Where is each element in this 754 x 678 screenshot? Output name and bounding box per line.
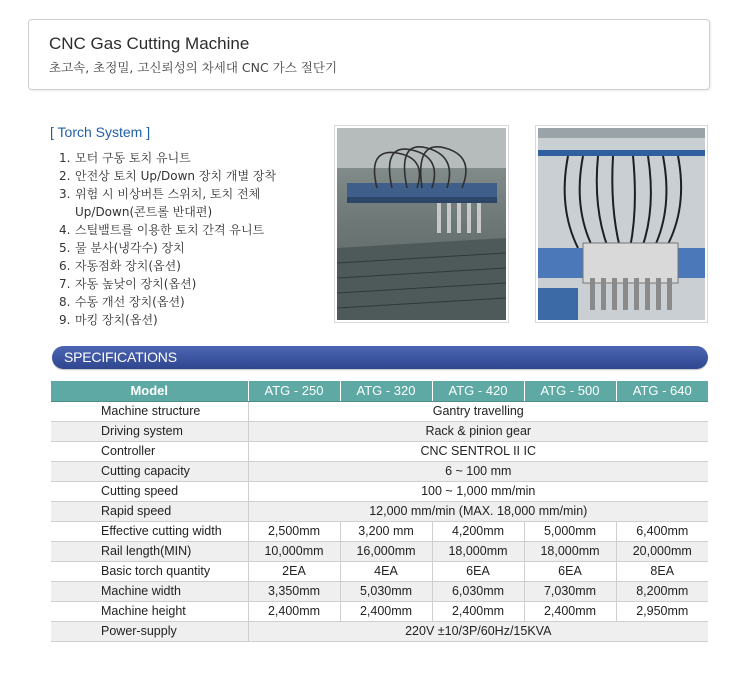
spec-label: Machine height (51, 601, 248, 621)
spec-common-value: Gantry travelling (248, 401, 708, 421)
model-name-header: ATG - 420 (432, 381, 524, 401)
feature-text: 물 분사(냉각수) 장치 (75, 241, 185, 255)
spec-value: 7,030mm (524, 581, 616, 601)
feature-number: 8. (59, 295, 71, 309)
torch-feature-item (59, 239, 276, 257)
spec-value: 16,000mm (340, 541, 432, 561)
spec-value: 20,000mm (616, 541, 708, 561)
spec-label: Cutting speed (51, 481, 248, 501)
model-name-header: ATG - 250 (248, 381, 340, 401)
feature-text: 위험 시 비상버튼 스위치, 토치 전체 (75, 187, 261, 201)
spec-row (51, 481, 708, 501)
feature-text: 마킹 장치(옵션) (75, 313, 158, 327)
spec-table (51, 381, 708, 642)
torch-feature-item (59, 149, 276, 167)
machine-photo-wide (334, 125, 509, 323)
spec-value: 8EA (616, 561, 708, 581)
feature-text: 자동 높낮이 장치(옵션) (75, 277, 197, 291)
spec-label: Controller (51, 441, 248, 461)
spec-value: 2,500mm (248, 521, 340, 541)
spec-row (51, 581, 708, 601)
spec-row (51, 521, 708, 541)
model-name-header: ATG - 640 (616, 381, 708, 401)
feature-number: 5. (59, 241, 71, 255)
feature-text: 자동점화 장치(옵션) (75, 259, 181, 273)
torch-feature-item (59, 257, 276, 275)
specifications-title: SPECIFICATIONS (64, 349, 177, 365)
spec-value: 3,350mm (248, 581, 340, 601)
feature-number: 2. (59, 169, 71, 183)
feature-number: 9. (59, 313, 71, 327)
spec-value: 2,400mm (248, 601, 340, 621)
spec-label: Basic torch quantity (51, 561, 248, 581)
feature-number: 4. (59, 223, 71, 237)
spec-row (51, 461, 708, 481)
feature-text: 스틸밸트를 이용한 토치 간격 유니트 (75, 223, 265, 237)
spec-label: Rapid speed (51, 501, 248, 521)
spec-common-value: 100 ~ 1,000 mm/min (248, 481, 708, 501)
header-box (28, 19, 710, 90)
spec-value: 2EA (248, 561, 340, 581)
spec-value: 5,000mm (524, 521, 616, 541)
specifications-bar (52, 346, 708, 369)
page-subtitle: 초고속, 초정밀, 고신뢰성의 차세대 CNC 가스 절단기 (49, 60, 338, 75)
feature-text: 안전상 토치 Up/Down 장치 개별 장착 (75, 169, 277, 183)
spec-value: 4,200mm (432, 521, 524, 541)
spec-value: 2,950mm (616, 601, 708, 621)
spec-value: 6EA (524, 561, 616, 581)
spec-value: 18,000mm (432, 541, 524, 561)
spec-value: 3,200 mm (340, 521, 432, 541)
torch-feature-item (59, 293, 276, 311)
feature-continuation: Up/Down(콘트롤 반대편) (75, 205, 213, 219)
model-name-header: ATG - 500 (524, 381, 616, 401)
spec-value: 6,400mm (616, 521, 708, 541)
spec-row (51, 621, 708, 641)
spec-label: Rail length(MIN) (51, 541, 248, 561)
spec-label: Effective cutting width (51, 521, 248, 541)
spec-value: 2,400mm (340, 601, 432, 621)
spec-label: Cutting capacity (51, 461, 248, 481)
torch-system-title: [ Torch System ] (50, 124, 151, 140)
spec-value: 6EA (432, 561, 524, 581)
model-header: Model (51, 381, 248, 401)
spec-value: 18,000mm (524, 541, 616, 561)
spec-header-row (51, 381, 708, 401)
feature-number: 7. (59, 277, 71, 291)
spec-value: 4EA (340, 561, 432, 581)
torch-feature-item (59, 185, 276, 203)
torch-feature-list (59, 149, 276, 329)
torch-unit-photo (535, 125, 708, 323)
spec-row (51, 601, 708, 621)
spec-row (51, 501, 708, 521)
feature-text: 모터 구동 토치 유니트 (75, 151, 191, 165)
feature-text: 수동 개선 장치(옵션) (75, 295, 185, 309)
spec-row (51, 401, 708, 421)
spec-common-value: Rack & pinion gear (248, 421, 708, 441)
torch-feature-item (59, 167, 276, 185)
spec-label: Driving system (51, 421, 248, 441)
spec-value: 6,030mm (432, 581, 524, 601)
model-name-header: ATG - 320 (340, 381, 432, 401)
spec-value: 2,400mm (524, 601, 616, 621)
spec-label: Power-supply (51, 621, 248, 641)
spec-value: 2,400mm (432, 601, 524, 621)
spec-row (51, 441, 708, 461)
spec-row (51, 421, 708, 441)
torch-feature-item (59, 275, 276, 293)
spec-common-value: 6 ~ 100 mm (248, 461, 708, 481)
spec-value: 10,000mm (248, 541, 340, 561)
spec-row (51, 561, 708, 581)
spec-label: Machine width (51, 581, 248, 601)
spec-row (51, 541, 708, 561)
spec-common-value: CNC SENTROL II IC (248, 441, 708, 461)
spec-common-value: 220V ±10/3P/60Hz/15KVA (248, 621, 708, 641)
page-title: CNC Gas Cutting Machine (49, 34, 250, 53)
feature-number: 1. (59, 151, 71, 165)
spec-common-value: 12,000 mm/min (MAX. 18,000 mm/min) (248, 501, 708, 521)
feature-number: 3. (59, 187, 71, 201)
torch-feature-item (59, 311, 276, 329)
spec-value: 5,030mm (340, 581, 432, 601)
feature-number: 6. (59, 259, 71, 273)
spec-label: Machine structure (51, 401, 248, 421)
torch-feature-item (59, 221, 276, 239)
spec-value: 8,200mm (616, 581, 708, 601)
